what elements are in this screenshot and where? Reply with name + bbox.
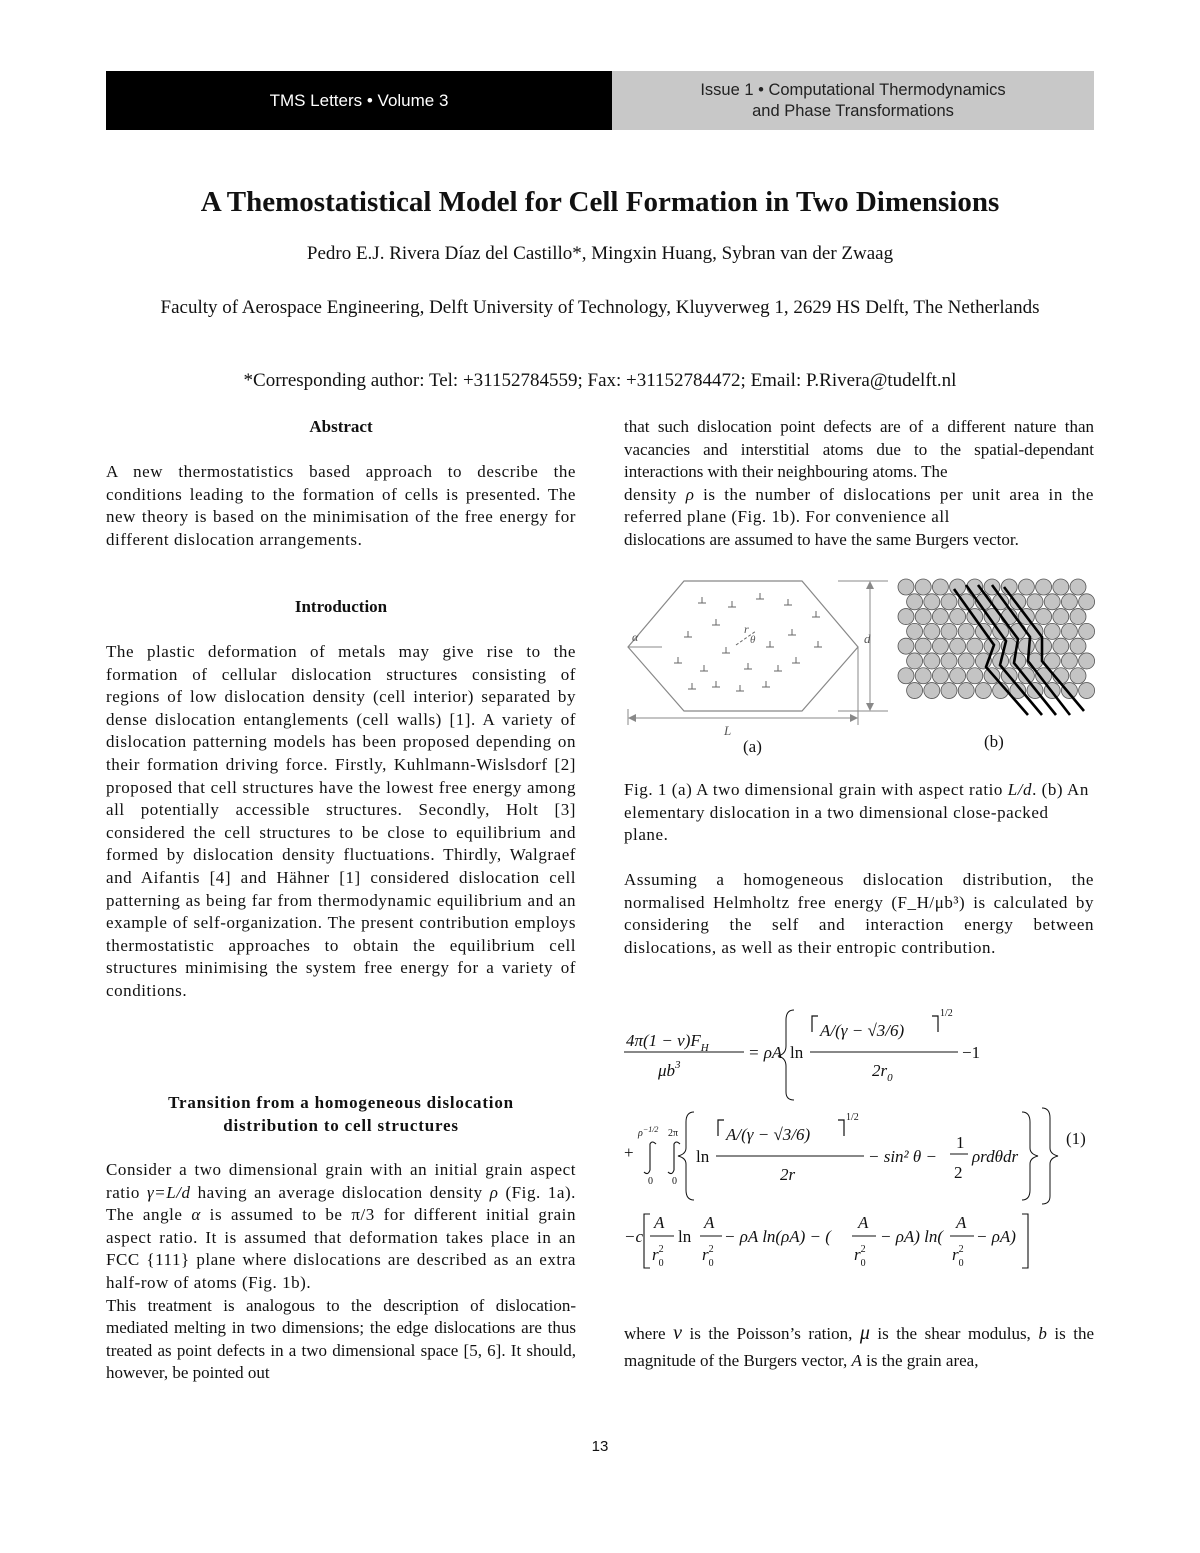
right-para-4: Assuming a homogeneous dislocation distribution, the normalised Helmholtz free energy (F_H/μb³) is calculated by considering the self and interaction energy between dislocations, as well as their entropic contribution.: [624, 870, 1094, 957]
caption-text: Fig. 1 (a) A two dimensional grain with aspect ratio L/d. (b) An elementary dislocation in a two dimensional close-packed plane.: [624, 780, 1089, 845]
atom: [967, 638, 983, 654]
atom: [1070, 668, 1086, 684]
right-para-2: density ρ is the number of dislocations per unit area in the referred plane (Fig. 1b). For convenience all: [624, 484, 1095, 527]
minus-c: −c: [624, 1227, 644, 1246]
right-para-3: dislocations are assumed to have the same Burgers vector.: [624, 529, 1019, 549]
atom: [1036, 638, 1052, 654]
atom: [915, 668, 931, 684]
line3-r0-4: $r^2$ 0: [952, 1244, 964, 1269]
exponent-half-2: 1/2: [846, 1112, 859, 1123]
line3-A2: A: [704, 1213, 715, 1232]
corresponding-author: *Corresponding author: Tel: +31152784559; Fax: +31152784472; Email: P.Rivera@tudelft.nl: [243, 370, 957, 391]
transition-body: [106, 1159, 576, 1385]
intro-heading-wrap: [106, 596, 576, 619]
atom: [915, 638, 931, 654]
line3-A3: A: [858, 1213, 869, 1232]
atom: [1070, 609, 1086, 625]
int-lower-2: 0: [672, 1176, 677, 1187]
atom: [1053, 638, 1069, 654]
equation-eq: = ρA: [748, 1043, 783, 1062]
atom: [924, 623, 940, 639]
atom: [941, 653, 957, 669]
figure-1: [624, 575, 1096, 765]
abstract-heading-wrap: [106, 416, 576, 439]
line3-r0-2: $r^2$ 0: [702, 1244, 714, 1269]
int-lower-1: 0: [648, 1176, 653, 1187]
atom: [941, 594, 957, 610]
r-symbol: r: [744, 622, 749, 636]
atom: [941, 683, 957, 699]
atom: [907, 653, 923, 669]
atom: [915, 579, 931, 595]
line3-r0-3: $r^2$ 0: [854, 1244, 866, 1269]
atom: [1053, 579, 1069, 595]
atom: [907, 623, 923, 639]
right-col-top: [624, 416, 1094, 552]
atom: [1018, 638, 1034, 654]
atom: [1079, 623, 1095, 639]
journal-volume: TMS Letters • Volume 3: [269, 90, 449, 110]
line3-A1: A: [654, 1213, 665, 1232]
atom: [975, 683, 991, 699]
frac-numerator-2: A/(γ − √3/6): [726, 1125, 811, 1144]
atom: [924, 594, 940, 610]
ln-2: ln: [696, 1147, 710, 1166]
atom: [898, 609, 914, 625]
atom: [1070, 579, 1086, 595]
where-para-wrap: [624, 1320, 1094, 1374]
lhs-numerator: $4\pi(1 - \nu)F_H$: [626, 1031, 709, 1054]
atom: [1053, 609, 1069, 625]
one-half-den: 2: [954, 1163, 963, 1182]
int-upper-2: 2π: [668, 1128, 679, 1139]
equation-number: (1): [1066, 1129, 1086, 1148]
int-upper-1: $\rho^{-1/2}$: [638, 1125, 659, 1139]
fig-label-b: (b): [984, 732, 1004, 751]
affiliation: Faculty of Aerospace Engineering, Delft University of Technology, Kluyverweg 1, 2629 HS Delft, The Netherlands: [160, 297, 1040, 318]
intro-heading: Introduction: [294, 597, 388, 616]
atom: [1070, 638, 1086, 654]
atom: [924, 683, 940, 699]
right-para-1: that such dislocation point defects are of a different nature than vacancies and interstitial atoms due to the spatial-dependant interactions with their neighbouring atoms. The: [624, 417, 1094, 482]
equation-1: [618, 1002, 1098, 1282]
transition-heading-wrap: [106, 1092, 576, 1137]
d-symbol: d: [864, 631, 871, 646]
atom: [932, 668, 948, 684]
transition-heading-2: distribution to cell structures: [223, 1115, 459, 1135]
abstract-heading: Abstract: [309, 417, 373, 436]
authors: Pedro E.J. Rivera Díaz del Castillo*, Mingxin Huang, Sybran van der Zwaag: [306, 243, 894, 264]
atom: [967, 668, 983, 684]
line3-r0-1: $r^2$ 0: [652, 1244, 664, 1269]
page-number: 13: [591, 1438, 609, 1455]
den-1: $2r_0$: [872, 1061, 893, 1084]
line3-ln: ln: [678, 1227, 692, 1246]
transition-para-2: This treatment is analogous to the description of dislocation-mediated melting in two dimensions; the edge dislocations are thus treated as point defects in a two dimensional space [5, 6]. It should, however, be pointed out: [106, 1295, 576, 1383]
atom: [932, 638, 948, 654]
atom: [1061, 623, 1077, 639]
transition-para-1: Consider a two dimensional grain with an initial grain aspect ratio γ=L/d having an average dislocation density ρ (Fig. 1a). The angle α is assumed to be π/3 for different initial grain aspect ratio. It is assumed that deformation takes place in an FCC {111} plane where dislocations are described as an extra half-row of atoms (Fig. 1b).: [106, 1160, 576, 1292]
atom: [1079, 653, 1095, 669]
sin-term: − sin² θ −: [868, 1147, 937, 1166]
atom: [898, 668, 914, 684]
figure-caption: [624, 779, 1094, 847]
journal-header: [106, 71, 612, 130]
abstract-text: A new thermostatistics based approach to describe the conditions leading to the formation of cells is presented. The new theory is based on the minimisation of the free energy for different dislocation arrangements.: [106, 462, 576, 549]
atom: [1061, 594, 1077, 610]
atom: [932, 609, 948, 625]
L-symbol: L: [724, 723, 732, 738]
atom: [958, 653, 974, 669]
theta-symbol: θ: [750, 634, 756, 646]
rho-r-dtheta-dr: ρrdθdr: [972, 1147, 1019, 1166]
line3-term2: − ρA ln(ρA) − (: [724, 1227, 831, 1246]
one-half-num: 1: [956, 1133, 965, 1152]
atom: [950, 609, 966, 625]
issue-line-1: Issue 1 • Computational Thermodynamics: [700, 80, 1006, 99]
atom: [950, 668, 966, 684]
exponent-half-1: 1/2: [940, 1008, 953, 1019]
line3-term4: − ρA): [976, 1227, 1016, 1246]
atom: [907, 683, 923, 699]
atom: [1018, 579, 1034, 595]
atom: [1079, 683, 1095, 699]
frac-numerator-1: A/(γ − √3/6): [820, 1021, 905, 1040]
minus-one: −1: [962, 1043, 981, 1062]
intro-body: [106, 641, 576, 1003]
atom: [1044, 623, 1060, 639]
atom: [1036, 579, 1052, 595]
alpha-symbol: α: [632, 630, 639, 644]
line3-term3: − ρA) ln(: [880, 1227, 944, 1246]
atom: [950, 638, 966, 654]
atom: [1044, 594, 1060, 610]
atom: [958, 683, 974, 699]
atom: [924, 653, 940, 669]
atom: [1036, 609, 1052, 625]
issue-header: [612, 71, 1094, 130]
abstract-body: [106, 461, 576, 551]
den-2: 2r: [780, 1165, 796, 1184]
atom: [1079, 594, 1095, 610]
lhs-denominator: $\mu b^3$: [658, 1059, 681, 1080]
fig-label-a: (a): [743, 737, 762, 756]
intro-text: The plastic deformation of metals may give rise to the formation of cellular dislocation structures consisting of regions of low dislocation density (cell interior) separated by dense dislocation entanglements (cell walls) [1]. A variety of dislocation patterning models has been proposed depending on their formation driving force. Firstly, Kuhlmann-Wislsdorf [2] proposed that cell structures have the lowest free energy among all potentially accessible structures. Secondly, Holt [3] considered the cell structures to be close to equilibrium and formed by dislocation density fluctuations. Thirdly, Walgraef and Aifantis [4] and Hähner [1] considered dislocation cell patterning as being far from thermodynamic equilibrium and an example of self-organization. The present contribution employs thermostatistic approaches to obtain the equilibrium cell structures minimising the system free energy for a variety of conditions.: [106, 642, 576, 1000]
atom: [898, 638, 914, 654]
atom: [941, 623, 957, 639]
dislocation-symbols: [674, 593, 822, 691]
right-para-4-wrap: [624, 869, 1094, 959]
issue-line-2: and Phase Transformations: [752, 101, 954, 120]
where-paragraph: where ν is the Poisson’s ration, μ is the shear modulus, b is the magnitude of the Burgers vector, A is the grain area,: [624, 1322, 1095, 1370]
atom: [907, 594, 923, 610]
atom: [898, 579, 914, 595]
atom: [1061, 653, 1077, 669]
line3-A4: A: [956, 1213, 967, 1232]
transition-heading-1: Transition from a homogeneous dislocation: [168, 1093, 514, 1112]
ln-1: ln: [790, 1043, 804, 1062]
paper-title: A Themostatistical Model for Cell Formation in Two Dimensions: [200, 186, 1000, 218]
atom: [915, 609, 931, 625]
atom: [958, 623, 974, 639]
plus-sign: +: [624, 1143, 634, 1162]
atom: [932, 579, 948, 595]
atom: [1027, 594, 1043, 610]
